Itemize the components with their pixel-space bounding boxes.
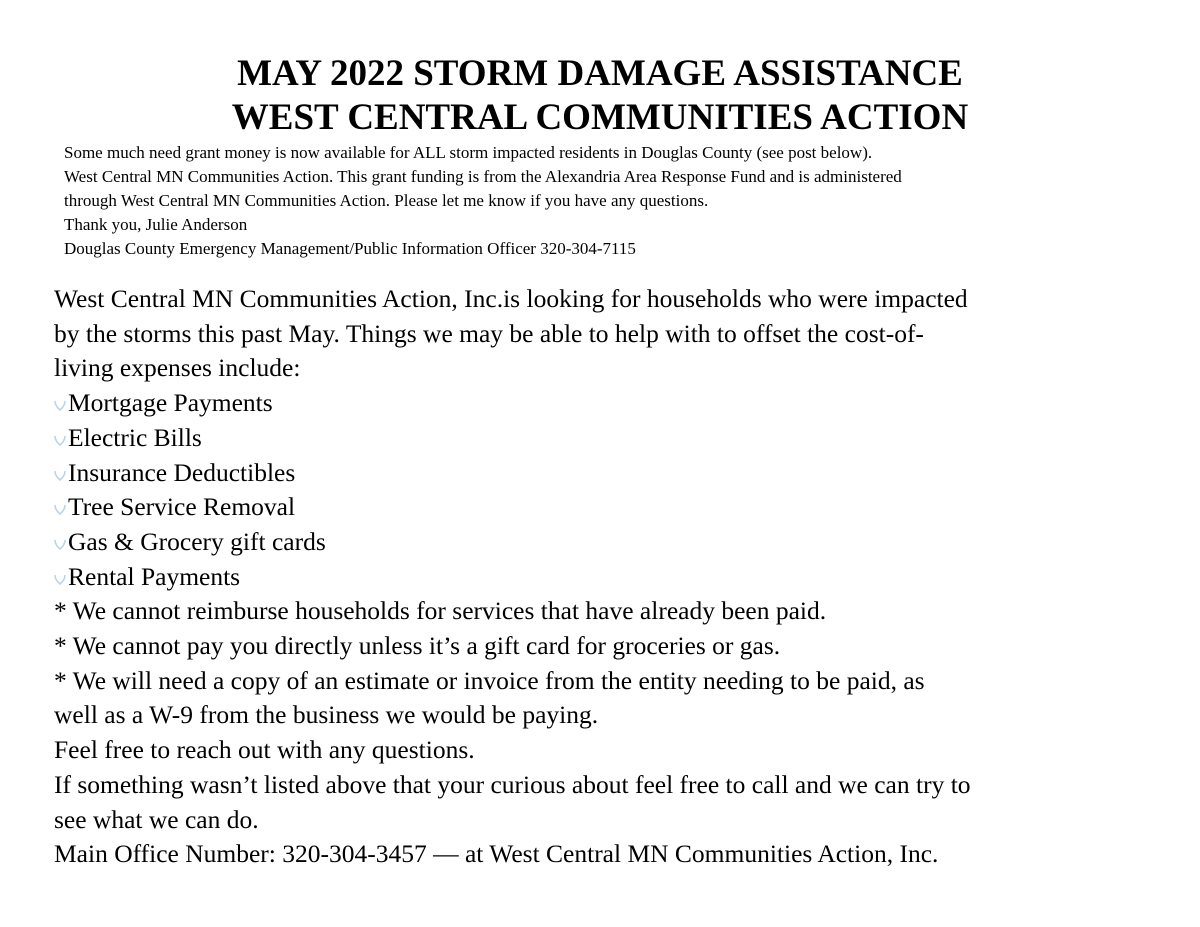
list-item bbox=[54, 386, 1184, 421]
heart-icon bbox=[54, 573, 66, 585]
page-title: MAY 2022 STORM DAMAGE ASSISTANCE bbox=[237, 53, 963, 94]
closing-line: see what we can do. bbox=[54, 804, 259, 834]
heart-icon bbox=[54, 434, 66, 446]
list-item bbox=[54, 490, 1184, 525]
intro-line: West Central MN Communities Action. This grant funding is from the Alexandria Area Response Fund and is administered bbox=[64, 167, 902, 186]
list-item-label: Rental Payments bbox=[68, 561, 241, 591]
list-item bbox=[54, 560, 1184, 595]
note-line: well as a W-9 from the business we would be paying. bbox=[54, 700, 599, 730]
body-paragraph-line: living expenses include: bbox=[54, 353, 301, 383]
intro-contact: Douglas County Emergency Management/Public Information Officer 320-304-7115 bbox=[64, 239, 636, 258]
intro-note bbox=[64, 141, 1174, 261]
list-item-label: Electric Bills bbox=[68, 422, 202, 452]
list-item bbox=[54, 525, 1184, 560]
closing-line: If something wasn’t listed above that your curious about feel free to call and we can try to bbox=[54, 769, 971, 799]
intro-line: through West Central MN Communities Action. Please let me know if you have any questions. bbox=[64, 191, 709, 210]
body-paragraph-line: by the storms this past May. Things we may be able to help with to offset the cost-of- bbox=[54, 318, 924, 348]
list-item-label: Mortgage Payments bbox=[68, 388, 273, 418]
title-block bbox=[0, 52, 1200, 140]
body-paragraph-line: West Central MN Communities Action, Inc.is looking for households who were impacted bbox=[54, 284, 968, 313]
note-line: * We will need a copy of an estimate or invoice from the entity needing to be paid, as bbox=[54, 665, 925, 695]
list-item-label: Tree Service Removal bbox=[68, 492, 296, 522]
heart-icon bbox=[54, 469, 66, 481]
note-line: * We cannot pay you directly unless it’s a gift card for groceries or gas. bbox=[54, 631, 781, 661]
list-item bbox=[54, 421, 1184, 456]
contact-line: Main Office Number: 320-304-3457 — at West Central MN Communities Action, Inc. bbox=[54, 839, 939, 869]
intro-line: Some much need grant money is now available for ALL storm impacted residents in Douglas County (see post below). bbox=[64, 143, 873, 162]
main-body bbox=[54, 282, 1184, 872]
note-line: * We cannot reimburse households for services that have already been paid. bbox=[54, 596, 827, 626]
closing-line: Feel free to reach out with any questions. bbox=[54, 735, 475, 765]
page-subtitle: WEST CENTRAL COMMUNITIES ACTION bbox=[231, 97, 969, 138]
heart-icon bbox=[54, 399, 66, 411]
list-item-label: Gas & Grocery gift cards bbox=[68, 526, 326, 556]
heart-icon bbox=[54, 503, 66, 515]
intro-signoff: Thank you, Julie Anderson bbox=[64, 215, 248, 234]
list-item-label: Insurance Deductibles bbox=[68, 457, 296, 487]
list-item bbox=[54, 456, 1184, 491]
heart-icon bbox=[54, 538, 66, 550]
